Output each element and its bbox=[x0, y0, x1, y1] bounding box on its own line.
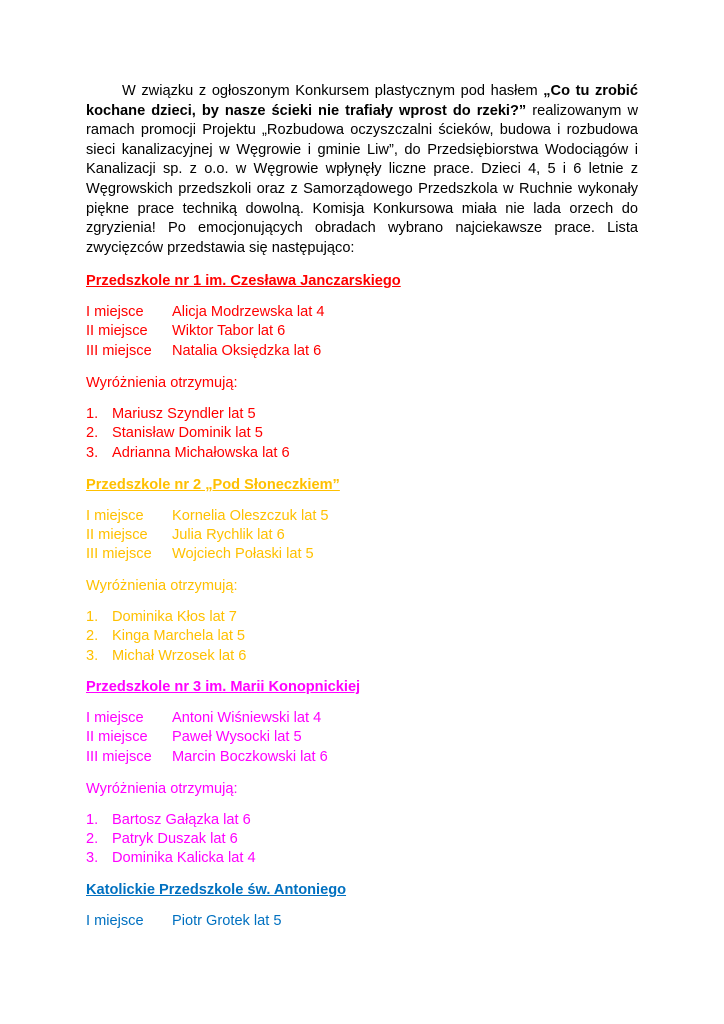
school3-honor-1 bbox=[86, 811, 251, 830]
school3-honor-2 bbox=[86, 830, 238, 849]
school2-honor-3 bbox=[86, 647, 246, 666]
place-label: I miejsce bbox=[86, 508, 144, 524]
honor-number: 1. bbox=[86, 812, 99, 828]
school1-honor-3 bbox=[86, 444, 290, 463]
place-label: II miejsce bbox=[86, 729, 148, 745]
school2-heading: Przedszkole nr 2 „Pod Słoneczkiem” bbox=[86, 477, 340, 493]
honor-number: 3. bbox=[86, 445, 99, 461]
honor-name: Michał Wrzosek lat 6 bbox=[112, 648, 247, 664]
school1-place-2 bbox=[86, 322, 285, 341]
school2-place-2 bbox=[86, 526, 285, 545]
honor-name: Mariusz Szyndler lat 5 bbox=[112, 406, 256, 422]
winner-name: Alicja Modrzewska lat 4 bbox=[172, 304, 325, 320]
place-label: I miejsce bbox=[86, 710, 144, 726]
school1-honor-1 bbox=[86, 405, 256, 424]
honor-name: Patryk Duszak lat 6 bbox=[112, 831, 238, 847]
honor-number: 1. bbox=[86, 609, 99, 625]
place-label: I miejsce bbox=[86, 913, 144, 929]
winner-name: Julia Rychlik lat 6 bbox=[172, 527, 285, 543]
honor-number: 2. bbox=[86, 628, 99, 644]
school2-honor-2 bbox=[86, 627, 245, 646]
place-label: III miejsce bbox=[86, 343, 152, 359]
school1-honor-2 bbox=[86, 424, 263, 443]
intro-text-rest: realizowanym w ramach promocji Projektu „Rozbudowa oczyszczalni ścieków, budowa i rozbudowa sieci kanalizacyjnej w Węgrowie i gminie Liw”, do Przedsiębiorstwa Wodociągów i Kanalizacji sp. z o.o. w Węgrowie wpłynęły liczne prace. Dzieci 4, 5 i 6 letnie z Węgrowskich przedszkoli oraz z Samorządowego Przedszkola w Ruchnie wykonały piękne prace techniką dowolną. Komisja Konkursowa miała nie lada orzech do zgryzienia! Po emocjonujących obradach wybrano najciekawsze prace. Lista zwycięzców przedstawia się następująco: bbox=[86, 102, 638, 256]
honor-name: Bartosz Gałązka lat 6 bbox=[112, 812, 251, 828]
school3-honors-label: Wyróżnienia otrzymują: bbox=[86, 781, 238, 797]
intro-paragraph bbox=[86, 82, 638, 258]
winner-name: Paweł Wysocki lat 5 bbox=[172, 729, 302, 745]
school3-place-1 bbox=[86, 709, 321, 728]
honor-number: 2. bbox=[86, 831, 99, 847]
intro-text-start: W związku z ogłoszonym Konkursem plastycznym pod hasłem bbox=[122, 83, 544, 99]
winner-name: Natalia Oksiędzka lat 6 bbox=[172, 343, 322, 359]
honor-number: 3. bbox=[86, 648, 99, 664]
winner-name: Marcin Boczkowski lat 6 bbox=[172, 749, 328, 765]
place-label: II miejsce bbox=[86, 527, 148, 543]
honor-name: Dominika Kłos lat 7 bbox=[112, 609, 237, 625]
winner-name: Wojciech Połaski lat 5 bbox=[172, 546, 314, 562]
school1-place-3 bbox=[86, 342, 321, 361]
honor-number: 3. bbox=[86, 850, 99, 866]
contest-slogan: „Co tu zrobić kochane dzieci, by nasze ścieki nie trafiały wprost do rzeki?” bbox=[86, 83, 638, 119]
school3-place-2 bbox=[86, 728, 302, 747]
honor-name: Kinga Marchela lat 5 bbox=[112, 628, 246, 644]
school2-place-3 bbox=[86, 545, 314, 564]
place-label: III miejsce bbox=[86, 749, 152, 765]
school1-honors-label: Wyróżnienia otrzymują: bbox=[86, 375, 238, 391]
school4-place-1 bbox=[86, 912, 282, 931]
school3-honor-3 bbox=[86, 849, 256, 868]
place-label: III miejsce bbox=[86, 546, 152, 562]
winner-name: Wiktor Tabor lat 6 bbox=[172, 323, 286, 339]
winner-name: Antoni Wiśniewski lat 4 bbox=[172, 710, 322, 726]
school2-honors-label: Wyróżnienia otrzymują: bbox=[86, 578, 238, 594]
place-label: II miejsce bbox=[86, 323, 148, 339]
school3-place-3 bbox=[86, 748, 328, 767]
school3-heading: Przedszkole nr 3 im. Marii Konopnickiej bbox=[86, 679, 361, 695]
honor-name: Stanisław Dominik lat 5 bbox=[112, 425, 263, 441]
winner-name: Piotr Grotek lat 5 bbox=[172, 913, 282, 929]
place-label: I miejsce bbox=[86, 304, 144, 320]
honor-number: 1. bbox=[86, 406, 99, 422]
school4-heading: Katolickie Przedszkole św. Antoniego bbox=[86, 882, 347, 898]
school1-place-1 bbox=[86, 303, 324, 322]
winner-name: Kornelia Oleszczuk lat 5 bbox=[172, 508, 329, 524]
honor-name: Adrianna Michałowska lat 6 bbox=[112, 445, 290, 461]
honor-name: Dominika Kalicka lat 4 bbox=[112, 850, 256, 866]
school1-heading: Przedszkole nr 1 im. Czesława Janczarskiego bbox=[86, 273, 401, 289]
school2-place-1 bbox=[86, 507, 329, 526]
honor-number: 2. bbox=[86, 425, 99, 441]
school2-honor-1 bbox=[86, 608, 237, 627]
